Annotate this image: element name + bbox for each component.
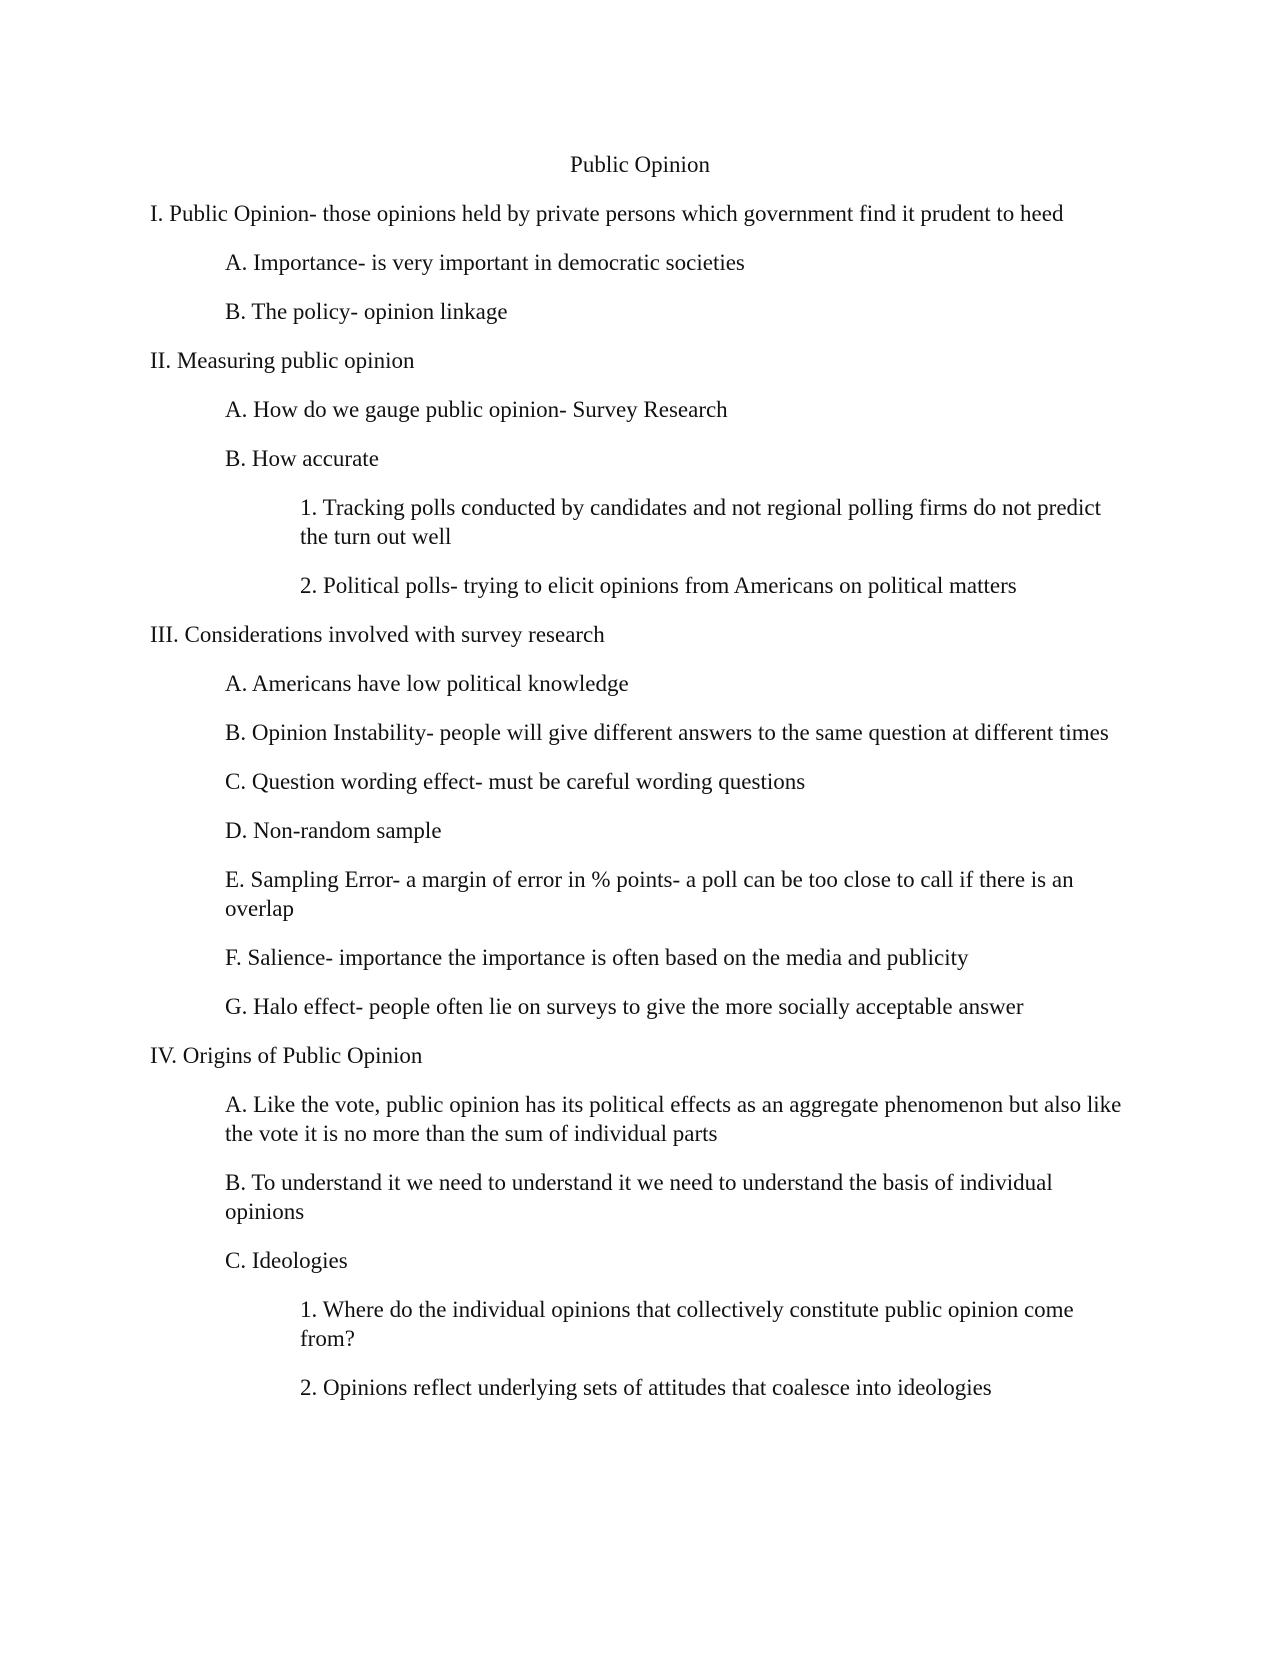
outline-item-3g: G. Halo effect- people often lie on surveys to give the more socially acceptable answer bbox=[225, 994, 1024, 1019]
outline-item-2b1: 1. Tracking polls conducted by candidates and not regional polling firms do not predict the turn out well bbox=[300, 495, 1102, 549]
outline-item-4c: C. Ideologies bbox=[225, 1248, 348, 1273]
outline-item-4c1: 1. Where do the individual opinions that collectively constitute public opinion come from? bbox=[300, 1297, 1074, 1351]
page-title: Public Opinion bbox=[570, 152, 710, 177]
outline-item-2b: B. How accurate bbox=[225, 446, 379, 471]
outline-item-3b: B. Opinion Instability- people will give different answers to the same question at different times bbox=[225, 720, 1109, 745]
outline-item-section-2: II. Measuring public opinion bbox=[150, 348, 415, 373]
outline-item-1b: B. The policy- opinion linkage bbox=[225, 299, 508, 324]
outline-item-4c2: 2. Opinions reflect underlying sets of attitudes that coalesce into ideologies bbox=[300, 1375, 992, 1400]
outline-item-2a: A. How do we gauge public opinion- Survey Research bbox=[225, 397, 728, 422]
outline-item-3d: D. Non-random sample bbox=[225, 818, 442, 843]
outline-item-section-1: I. Public Opinion- those opinions held by private persons which government find it prudent to heed bbox=[150, 201, 1064, 226]
outline-item-1a: A. Importance- is very important in democratic societies bbox=[225, 250, 745, 275]
outline-item-section-3: III. Considerations involved with survey research bbox=[150, 622, 605, 647]
outline-item-4a: A. Like the vote, public opinion has its political effects as an aggregate phenomenon but also like the vote it is no more than the sum of individual parts bbox=[225, 1092, 1122, 1146]
outline-item-section-4: IV. Origins of Public Opinion bbox=[150, 1043, 423, 1068]
outline bbox=[150, 199, 1125, 1422]
outline-item-3c: C. Question wording effect- must be careful wording questions bbox=[225, 769, 806, 794]
outline-item-4b: B. To understand it we need to understand it we need to understand the basis of individual opinions bbox=[225, 1170, 1053, 1224]
outline-item-3a: A. Americans have low political knowledge bbox=[225, 671, 629, 696]
outline-item-2b2: 2. Political polls- trying to elicit opinions from Americans on political matters bbox=[300, 573, 1017, 598]
outline-item-3f: F. Salience- importance the importance is often based on the media and publicity bbox=[225, 945, 969, 970]
outline-item-3e: E. Sampling Error- a margin of error in % points- a poll can be too close to call if there is an overlap bbox=[225, 867, 1074, 921]
